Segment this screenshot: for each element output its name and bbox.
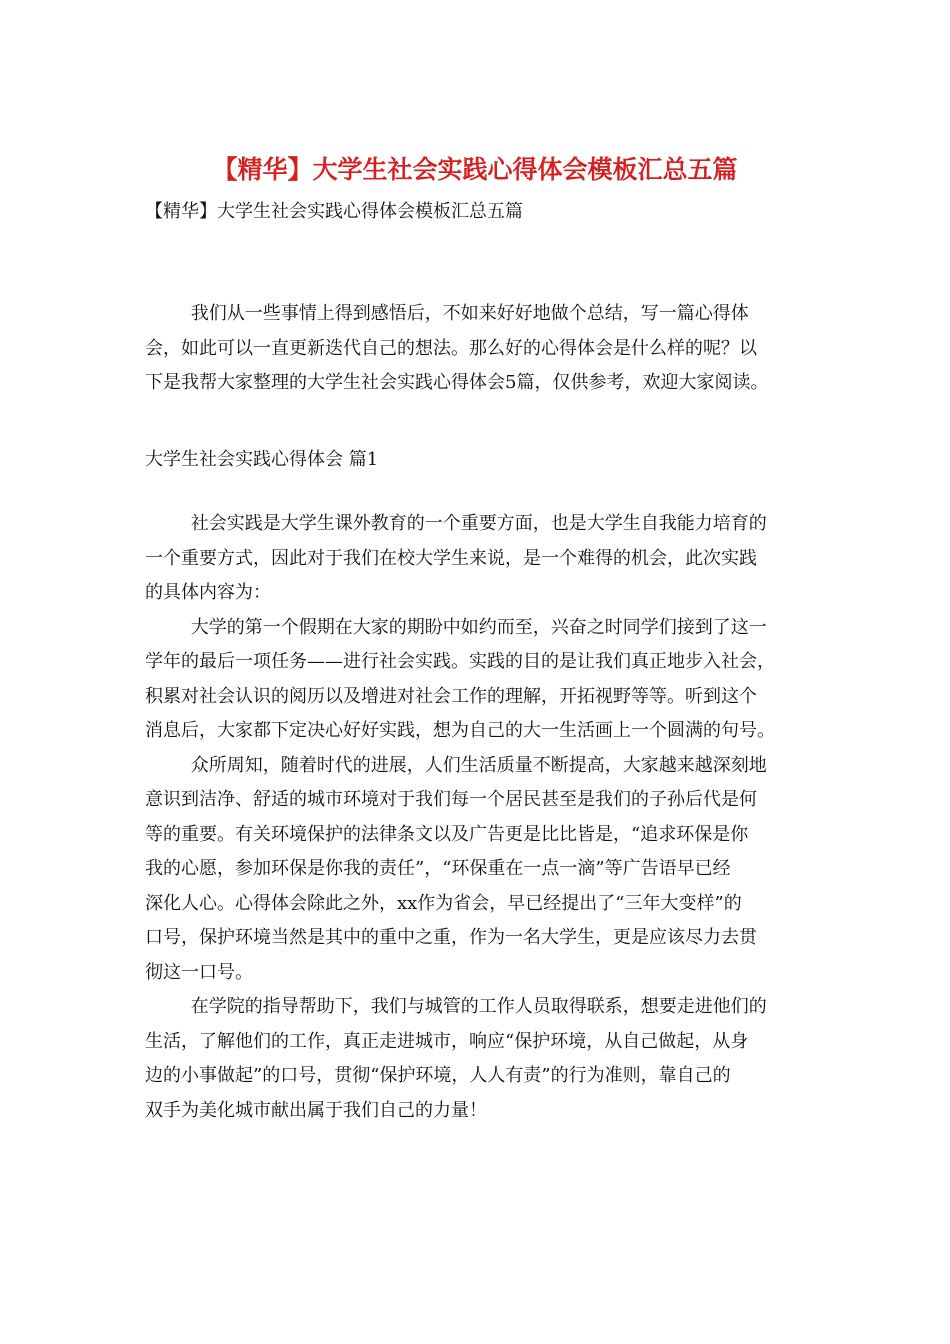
text-line: 等的重要。有关环境保护的法律条文以及广告更是比比皆是，“追求环保是你 xyxy=(145,823,749,845)
text-line: 的具体内容为： xyxy=(145,582,271,603)
text-line: 我的心愿，参加环保是你我的责任”，“环保重在一点一滴”等广告语早已经 xyxy=(145,858,731,879)
text-line: 在学院的指导帮助下，我们与城管的工作人员取得联系，想要走进他们的 xyxy=(145,996,767,1017)
text-line: 消息后，大家都下定决心好好实践，想为自己的大一生活画上一个圆满的句号。 xyxy=(145,720,775,741)
text-line: 我们从一些事情上得到感悟后，不如来好好地做个总结，写一篇心得体 xyxy=(145,303,749,324)
text-line: 意识到洁净、舒适的城市环境对于我们每一个居民甚至是我们的子孙后代是何 xyxy=(145,789,757,810)
document-title: 【精华】大学生社会实践心得体会模板汇总五篇 xyxy=(212,155,738,184)
text-line: 生活，了解他们的工作，真正走进城市，响应“保护环境，从自己做起，从身 xyxy=(145,1030,749,1052)
text-line: 学年的最后一项任务——进行社会实践。实践的目的是让我们真正地步入社会， xyxy=(145,651,775,672)
document-subtitle: 【精华】大学生社会实践心得体会模板汇总五篇 xyxy=(145,201,523,222)
text-line: 积累对社会认识的阅历以及增进对社会工作的理解，开拓视野等等。听到这个 xyxy=(145,685,757,707)
body-text xyxy=(145,507,807,1128)
text-line: 边的小事做起”的口号，贯彻“保护环境，人人有责”的行为准则，靠自己的 xyxy=(145,1065,731,1086)
text-line: 社会实践是大学生课外教育的一个重要方面，也是大学生自我能力培育的 xyxy=(145,513,767,534)
text-line: 双手为美化城市献出属于我们自己的力量！ xyxy=(145,1099,487,1121)
section-heading: 大学生社会实践心得体会 篇1 xyxy=(145,449,379,470)
text-line: 会，如此可以一直更新迭代自己的想法。那么好的心得体会是什么样的呢？以 xyxy=(145,337,757,359)
intro-paragraph xyxy=(145,297,807,401)
text-line: 深化人心。心得体会除此之外，xx作为省会，早已经提出了“三年大变样”的 xyxy=(145,892,742,914)
text-line: 彻这一口号。 xyxy=(145,961,253,983)
text-line: 众所周知，随着时代的进展，人们生活质量不断提高，大家越来越深刻地 xyxy=(145,754,767,776)
text-line: 大学的第一个假期在大家的期盼中如约而至，兴奋之时同学们接到了这一 xyxy=(145,616,767,638)
text-line: 一个重要方式，因此对于我们在校大学生来说，是一个难得的机会，此次实践 xyxy=(145,547,757,569)
text-line: 下是我帮大家整理的大学生社会实践心得体会5篇，仅供参考，欢迎大家阅读。 xyxy=(145,372,769,393)
text-line: 口号，保护环境当然是其中的重中之重，作为一名大学生，更是应该尽力去贯 xyxy=(145,927,757,948)
